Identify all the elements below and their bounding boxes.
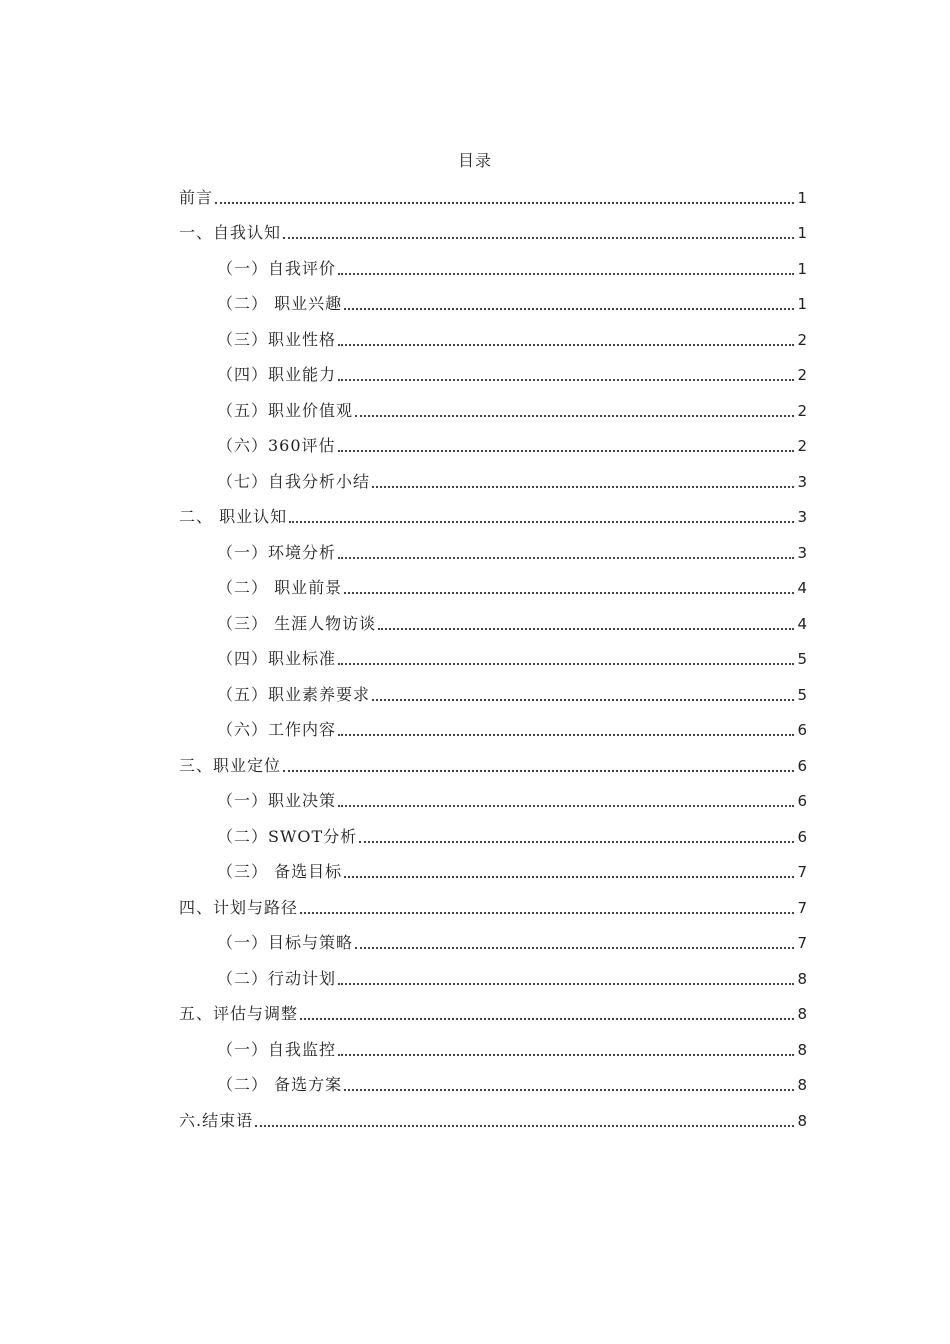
toc-page-number: 7 (797, 898, 807, 917)
toc-page-number: 6 (797, 721, 807, 739)
toc-entry[interactable] (179, 352, 807, 388)
toc-page-number: 4 (797, 614, 807, 633)
toc-entry-text: （五）职业价值观 (217, 400, 354, 420)
toc-dot-leader (283, 770, 794, 772)
toc-page-number: 2 (797, 366, 807, 384)
toc-page-number: 4 (797, 579, 807, 597)
toc-entry-text: （一）职业决策 (217, 791, 337, 810)
toc-dot-leader (344, 876, 794, 878)
toc-dot-leader (283, 237, 794, 239)
toc-entry[interactable] (179, 671, 807, 707)
toc-entry[interactable] (179, 1062, 807, 1098)
toc-dot-leader (372, 486, 794, 488)
toc-page-number: 1 (797, 188, 807, 207)
toc-entry-text: （六）360评估 (217, 436, 336, 455)
toc-page-number: 8 (797, 1040, 807, 1059)
toc-entry-text: （二）SWOT分析 (217, 826, 358, 846)
toc-list (179, 174, 807, 1133)
toc-dot-leader (300, 1018, 794, 1020)
toc-entry-text: （三）职业性格 (217, 329, 337, 349)
toc-dot-leader (338, 663, 794, 665)
toc-page-number: 2 (797, 330, 807, 349)
toc-dot-leader (338, 1054, 794, 1056)
toc-dot-leader (372, 699, 794, 701)
toc-page-number: 7 (797, 863, 807, 881)
toc-entry[interactable] (179, 423, 807, 459)
toc-entry[interactable] (179, 742, 807, 778)
toc-entry[interactable] (179, 991, 807, 1027)
toc-entry[interactable] (179, 529, 807, 565)
toc-dot-leader (338, 734, 794, 736)
toc-entry-text: （一）自我监控 (217, 1039, 337, 1059)
toc-page-number: 5 (797, 650, 807, 668)
toc-dot-leader (338, 557, 794, 559)
toc-entry[interactable] (179, 813, 807, 849)
toc-entry-text: （三） 备选目标 (217, 862, 343, 881)
toc-entry[interactable] (179, 707, 807, 743)
toc-page-number: 2 (797, 437, 807, 455)
toc-dot-leader (355, 415, 794, 417)
toc-entry-text: 一、自我认知 (179, 223, 282, 242)
toc-entry-text: （二） 备选方案 (217, 1075, 343, 1094)
toc-dot-leader (359, 841, 794, 843)
toc-entry[interactable] (179, 1026, 807, 1062)
toc-page-number: 3 (797, 472, 807, 491)
toc-dot-leader (344, 308, 794, 310)
toc-entry-text: 二、 职业认知 (179, 507, 288, 526)
toc-page-number: 7 (797, 934, 807, 952)
toc-dot-leader (338, 379, 794, 381)
toc-dot-leader (255, 1125, 794, 1127)
toc-page-number: 1 (797, 259, 807, 278)
toc-entry[interactable] (179, 955, 807, 991)
toc-dot-leader (338, 273, 794, 275)
toc-entry[interactable] (179, 458, 807, 494)
toc-entry-text: 三、职业定位 (179, 755, 282, 775)
toc-entry[interactable] (179, 778, 807, 814)
toc-page-number: 8 (797, 969, 807, 988)
toc-entry-text: （七）自我分析小结 (217, 471, 371, 491)
toc-dot-leader (338, 344, 794, 346)
toc-entry-text: （二） 职业兴趣 (217, 294, 343, 313)
toc-page-number: 6 (797, 792, 807, 810)
toc-entry[interactable] (179, 920, 807, 956)
toc-entry[interactable] (179, 600, 807, 636)
toc-dot-leader (300, 912, 794, 914)
toc-entry[interactable] (179, 174, 807, 210)
toc-dot-leader (338, 805, 794, 807)
toc-page-number: 1 (797, 295, 807, 313)
toc-page-number: 2 (797, 401, 807, 420)
toc-dot-leader (344, 592, 794, 594)
toc-page-number: 6 (797, 827, 807, 846)
toc-entry-text: （一）自我评价 (217, 258, 337, 278)
toc-entry[interactable] (179, 565, 807, 601)
toc-entry-text: （六）工作内容 (217, 720, 337, 739)
toc-page-number: 8 (797, 1005, 807, 1023)
toc-page-number: 3 (797, 543, 807, 562)
toc-page-number: 6 (797, 756, 807, 775)
toc-entry-text: 前言 (179, 187, 214, 207)
toc-page-number: 8 (797, 1076, 807, 1094)
toc-entry-text: 六.结束语 (179, 1110, 254, 1130)
toc-entry[interactable] (179, 387, 807, 423)
toc-entry-text: （三） 生涯人物访谈 (217, 613, 377, 633)
toc-entry[interactable] (179, 245, 807, 281)
toc-page-number: 8 (797, 1111, 807, 1130)
toc-entry-text: （四）职业能力 (217, 365, 337, 384)
toc-dot-leader (355, 947, 794, 949)
toc-entry-text: （二） 职业前景 (217, 578, 343, 597)
toc-entry[interactable] (179, 316, 807, 352)
toc-title: 目录 (457, 151, 492, 170)
toc-entry[interactable] (179, 281, 807, 317)
toc-page-number: 5 (797, 685, 807, 704)
toc-dot-leader (344, 1089, 794, 1091)
toc-dot-leader (289, 521, 794, 523)
toc-entry-text: （一）目标与策略 (217, 933, 354, 952)
toc-entry-text: 五、评估与调整 (179, 1004, 299, 1023)
toc-entry-text: （四）职业标准 (217, 649, 337, 668)
toc-entry[interactable] (179, 1097, 807, 1133)
toc-dot-leader (338, 450, 794, 452)
toc-dot-leader (215, 202, 794, 204)
toc-dot-leader (378, 628, 794, 630)
toc-entry[interactable] (179, 884, 807, 920)
toc-entry[interactable] (179, 636, 807, 672)
toc-entry[interactable] (179, 210, 807, 246)
toc-entry-text: 四、计划与路径 (179, 897, 299, 917)
toc-entry-text: （五）职业素养要求 (217, 684, 371, 704)
toc-entry[interactable] (179, 494, 807, 530)
toc-page-number: 1 (797, 224, 807, 242)
toc-entry-text: （二）行动计划 (217, 968, 337, 988)
toc-entry[interactable] (179, 849, 807, 885)
toc-page-number: 3 (797, 508, 807, 526)
toc-entry-text: （一）环境分析 (217, 542, 337, 562)
toc-dot-leader (338, 983, 794, 985)
